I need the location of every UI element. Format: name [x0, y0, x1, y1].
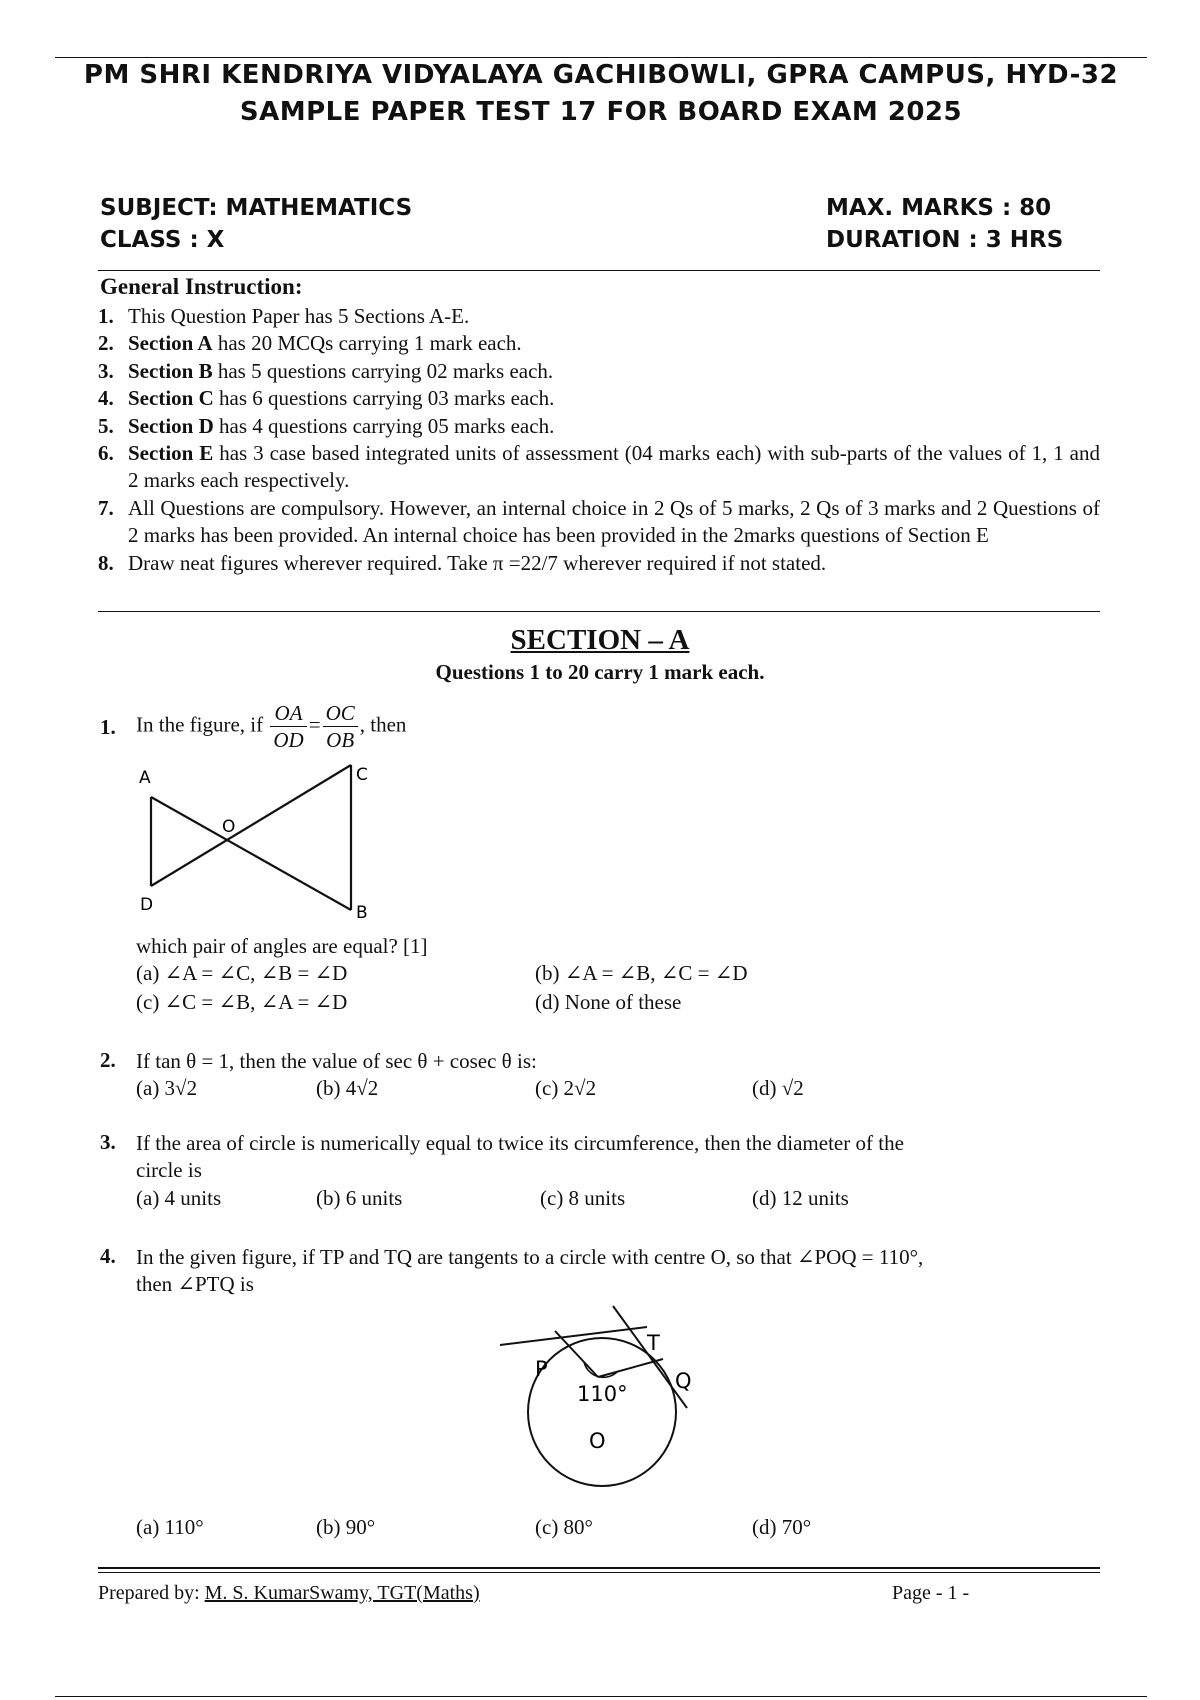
max-marks: MAX. MARKS : 80: [826, 195, 1052, 221]
q1-equals: =: [308, 712, 321, 737]
q1-stem: [136, 700, 406, 753]
instruction-item: 6. Section E has 3 case based integrated units of assessment (04 marks each) with sub-parts of the values of 1, 1 and 2 marks each respectively.: [98, 441, 1100, 493]
q1-figure: [130, 760, 380, 930]
q3-line1: If the area of circle is numerically equal to twice its circumference, then the diameter of the: [136, 1131, 904, 1155]
q3-option-a: (a) 4 units: [136, 1186, 222, 1210]
q4-line1: In the given figure, if TP and TQ are tangents to a circle with centre O, so that ∠POQ = 110°,: [136, 1245, 924, 1269]
footer-rule-2: [98, 1572, 1100, 1573]
q1-pre: In the figure, if: [136, 712, 264, 737]
q1-post: , then: [359, 712, 407, 737]
q1-label-b: B: [356, 903, 368, 923]
q4-label-q: Q: [675, 1369, 692, 1393]
subject: SUBJECT: MATHEMATICS: [100, 195, 413, 221]
q4-circle: [528, 1338, 676, 1486]
section-title: SECTION – A: [510, 624, 690, 656]
instruction-item: 5. Section D has 4 questions carrying 05 marks each.: [98, 413, 555, 438]
instructions-bottom-rule: [98, 611, 1100, 612]
instruction-item: 7. All Questions are compulsory. However, an internal choice in 2 Qs of 5 marks, 2 Qs of 3 marks and 2 Questions of 2 marks has been provided. An internal choice has been provided in the 2marks questions of Section E: [98, 495, 1100, 548]
prepared-by: Prepared by: M. S. KumarSwamy, TGT(Maths): [98, 1582, 480, 1604]
instructions-title: General Instruction:: [100, 274, 303, 299]
q4-option-d: (d) 70°: [752, 1515, 812, 1539]
q2-text: If tan θ = 1, then the value of sec θ + cosec θ is:: [136, 1049, 537, 1073]
q4-figure: [495, 1300, 710, 1515]
q1-option-b: (b) ∠A = ∠B, ∠C = ∠D: [535, 961, 748, 985]
q4-label-t: T: [647, 1331, 660, 1355]
q1-fraction-1: $\frac{OA}{OD}$: [270, 700, 306, 753]
q2-number: 2.: [100, 1048, 116, 1072]
q4-option-a: (a) 110°: [136, 1515, 204, 1539]
q3-line2: circle is: [136, 1158, 202, 1182]
q3-number: 3.: [100, 1130, 116, 1154]
q4-label-p: P: [535, 1357, 548, 1381]
q4-angle-arc: [584, 1362, 617, 1377]
section-subtitle: Questions 1 to 20 carry 1 mark each.: [435, 660, 765, 684]
q4-radius-oq: [598, 1359, 663, 1377]
q2-option-d: (d) √2: [752, 1076, 804, 1100]
instruction-item: 1. This Question Paper has 5 Sections A-E.: [98, 304, 470, 328]
q4-line2: then ∠PTQ is: [136, 1272, 254, 1296]
instruction-item: 4. Section C has 6 questions carrying 03 marks each.: [98, 386, 555, 411]
q1-line-dc: [151, 765, 351, 886]
q3-option-c: (c) 8 units: [540, 1186, 626, 1210]
q1-number: 1.: [100, 715, 116, 739]
instructions-list: [98, 303, 1100, 577]
q1-label-o: O: [222, 817, 236, 837]
school-name: PM SHRI KENDRIYA VIDYALAYA GACHIBOWLI, GPRA CAMPUS, HYD-32: [83, 60, 1119, 90]
top-rule: [55, 57, 1147, 58]
q3-option-d: (d) 12 units: [752, 1186, 849, 1210]
instruction-item: 3. Section B has 5 questions carrying 02 marks each.: [98, 358, 554, 383]
class: CLASS : X: [100, 227, 225, 253]
instruction-item: 2. Section A has 20 MCQs carrying 1 mark each.: [98, 331, 522, 356]
q4-option-c: (c) 80°: [535, 1515, 593, 1539]
q1-option-d: (d) None of these: [535, 990, 682, 1014]
footer-rule-1: [98, 1567, 1100, 1569]
q1-label-a: A: [139, 768, 151, 788]
q4-number: 4.: [100, 1244, 116, 1268]
q1-fraction-2: $\frac{OC}{OB}$: [323, 700, 358, 753]
instructions-top-rule: [98, 270, 1100, 271]
q1-line-ab: [151, 797, 351, 910]
q1-option-a: (a) ∠A = ∠C, ∠B = ∠D: [136, 961, 348, 985]
q2-option-a: (a) 3√2: [136, 1076, 198, 1100]
page-number: Page - 1 -: [892, 1582, 970, 1604]
q4-label-angle: 110°: [577, 1382, 628, 1406]
q1-label-d: D: [140, 895, 154, 915]
duration: DURATION : 3 HRS: [826, 227, 1064, 253]
q4-label-o: O: [589, 1429, 606, 1453]
q2-option-c: (c) 2√2: [535, 1076, 597, 1100]
exam-title: SAMPLE PAPER TEST 17 FOR BOARD EXAM 2025: [239, 97, 963, 127]
author-name: M. S. KumarSwamy, TGT(Maths): [204, 1582, 480, 1604]
bottom-rule: [55, 1696, 1147, 1697]
q1-option-c: (c) ∠C = ∠B, ∠A = ∠D: [136, 990, 348, 1014]
q4-option-b: (b) 90°: [316, 1515, 376, 1539]
q1-question: which pair of angles are equal? [1]: [136, 934, 428, 958]
q3-option-b: (b) 6 units: [316, 1186, 403, 1210]
instruction-item: 8. Draw neat figures wherever required. Take π =22/7 wherever required if not stated.: [98, 550, 827, 575]
q2-option-b: (b) 4√2: [316, 1076, 379, 1100]
q1-label-c: C: [356, 765, 368, 785]
